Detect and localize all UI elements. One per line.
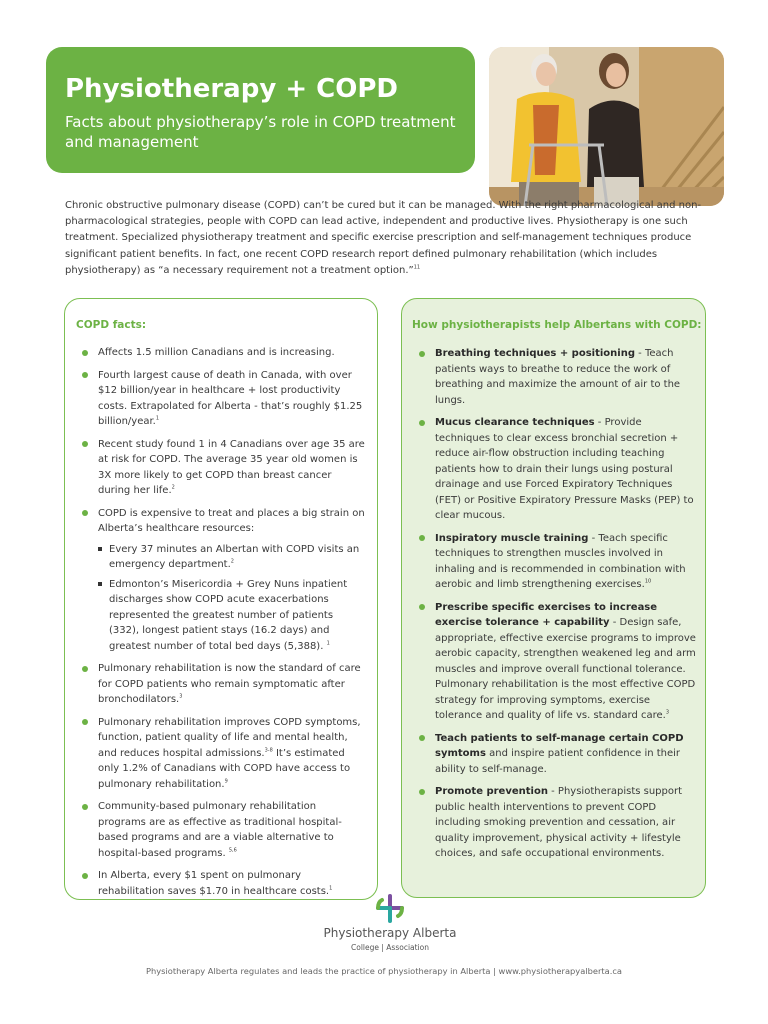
bullet-icon [82, 719, 88, 725]
ref-number: 5,6 [228, 847, 237, 854]
sub-item-text: Edmonton’s Misericordia + Grey Nuns inpatient discharges show COPD acute exacerbations represented the greatest number of patients (332), longest patient stays (16.2 days) and greatest number of total bed days (5,388). [109, 578, 348, 652]
square-bullet-icon [98, 582, 102, 586]
list-item [418, 531, 698, 593]
list-item-text: - Provide techniques to clear excess bronchial secretion + reduce air-flow obstruction including teaching patients how to drain their lungs using postural drainage and use Forced Expiratory Techniques (FET) or Positive Expiratory Pressure Masks (PEP) to clear mucous. [435, 417, 694, 521]
ref-number: 9 [224, 778, 228, 785]
how-physios-help-heading: How physiotherapists help Albertans with COPD: [412, 319, 702, 331]
bullet-icon [419, 789, 425, 795]
copd-facts-heading: COPD facts: [76, 319, 147, 331]
bullet-icon [82, 666, 88, 672]
list-item [81, 345, 365, 361]
list-item-title: Inspiratory muscle training [435, 532, 589, 544]
bullet-icon [419, 735, 425, 741]
ref-number: 3 [665, 709, 670, 716]
ref-number: 2 [171, 484, 175, 491]
header-banner [46, 47, 475, 173]
list-item [81, 506, 365, 655]
ref-number: 2 [230, 558, 234, 565]
list-item [418, 600, 698, 724]
list-item [418, 731, 698, 778]
logo-name: Physiotherapy Alberta [323, 926, 457, 940]
list-item-text: - Teach patients ways to breathe to reduce the work of breathing and maximize the amount of air to the lungs. [435, 348, 681, 406]
logo-college: College [351, 943, 379, 952]
list-item-text: Community-based pulmonary rehabilitation programs are as effective as traditional hospital-based programs and are a viable alternative to hospital-based programs. [98, 801, 342, 859]
intro-ref: 11 [413, 264, 421, 271]
footer-text: Physiotherapy Alberta regulates and leads the practice of physiotherapy in Alberta | www.physiotherapyalberta.ca [145, 966, 623, 976]
list-item-text: In Alberta, every $1 spent on pulmonary rehabilitation saves $1.70 in healthcare costs. [98, 870, 330, 897]
bullet-icon [419, 535, 425, 541]
how-physios-help-panel [401, 298, 706, 898]
copd-facts-list [81, 345, 365, 906]
bullet-icon [419, 351, 425, 357]
bullet-icon [82, 873, 88, 879]
page-title: Physiotherapy + COPD [65, 74, 398, 104]
list-item-text: It’s estimated only 1.2% of Canadians with COPD have access to pulmonary rehabilitation. [98, 747, 351, 790]
ref-number: 1 [155, 415, 160, 422]
list-item-text: Affects 1.5 million Canadians and is increasing. [98, 347, 335, 358]
list-item [418, 784, 698, 862]
list-item-text: Fourth largest cause of death in Canada, with over $12 billion/year in healthcare + lost productivity costs. Extrapolated for Alberta - that’s roughly $1.25 billion/year. [98, 369, 363, 427]
sub-list [98, 542, 365, 655]
list-item-text: Recent study found 1 in 4 Canadians over age 35 are at risk for COPD. The average 35 year old women is 3X more likely to get COPD than breast cancer during her life. [98, 438, 365, 496]
photo-illustration [489, 47, 724, 206]
bullet-icon [82, 804, 88, 810]
header-photo [489, 47, 724, 206]
list-item [81, 368, 365, 430]
list-item-title: Prescribe specific exercises to increase exercise tolerance + capability [435, 601, 658, 628]
bullet-icon [82, 350, 88, 356]
ref-number: 1 [329, 885, 333, 892]
sub-item-text: Every 37 minutes an Albertan with COPD visits an emergency department. [109, 543, 360, 570]
cross-logo-icon [320, 892, 460, 926]
page-subtitle: Facts about physiotherapy’s role in COPD treatment and management [65, 113, 456, 151]
list-item-text: Pulmonary rehabilitation is now the standard of care for COPD patients who remain symptomatic after bronchodilators. [98, 663, 361, 705]
ref-number: 10 [644, 578, 652, 585]
list-item-text: Pulmonary rehabilitation improves COPD symptoms, function, patient quality of life and mental health, and reduces hospital admissions. [98, 716, 361, 759]
logo-association: Association [386, 943, 429, 952]
list-item [81, 799, 365, 861]
list-item-title: Promote prevention [435, 786, 548, 797]
bullet-icon [419, 420, 425, 426]
list-item-text: - Teach specific techniques to strengthen muscles involved in inhaling and is recommended in combination with aerobic and limb strengthening exercises. [435, 532, 686, 590]
bullet-icon [82, 441, 88, 447]
sub-list-item [98, 542, 365, 573]
list-item-title: Breathing techniques + positioning [435, 348, 635, 359]
bullet-icon [82, 510, 88, 516]
list-item [418, 415, 698, 524]
how-physios-help-list [418, 346, 698, 869]
ref-number: 3 [179, 693, 183, 700]
list-item-text: and inspire patient confidence in their ability to self-manage. [435, 748, 681, 775]
list-item-title: Teach patients to self-manage certain COPD symtoms [435, 732, 684, 759]
intro-paragraph [65, 198, 715, 279]
list-item-title: Mucus clearance techniques [435, 417, 595, 428]
ref-number: 1 [326, 640, 330, 647]
physiotherapy-alberta-logo [320, 892, 460, 956]
list-item [81, 437, 365, 499]
copd-facts-panel [64, 298, 378, 900]
intro-text: Chronic obstructive pulmonary disease (COPD) can’t be cured but it can be managed. With the right pharmacological and non-pharmacological strategies, people with COPD can lead active, independent and productive lives. Physiotherapy is one such treatment. Specialized physiotherapy treatment and specific exercise prescription and self-management techniques produce significant patient benefits. In fact, one recent COPD research report defined pulmonary rehabilitation (which includes physiotherapy) as “a necessary requirement not a treatment option.” [65, 200, 702, 276]
list-item [81, 661, 365, 708]
square-bullet-icon [98, 547, 102, 551]
list-item-text: - Design safe, appropriate, effective exercise programs to improve aerobic capacity, strengthen weakened leg and arm muscles and improve overall functional tolerance. Pulmonary rehabilitation is the most effective COPD strategy for improving symptoms, exercise tolerance and quality of life vs. standard care. [435, 617, 696, 721]
list-item-text: - Physiotherapists support public health interventions to prevent COPD including smoking prevention and cessation, air quality improvement, physical activity + lifestyle choices, and safe occupational environments. [435, 786, 683, 859]
list-item [418, 346, 698, 408]
ref-number: 3-8 [264, 747, 273, 754]
list-item-text: COPD is expensive to treat and places a big strain on Alberta’s healthcare resources: [98, 507, 365, 534]
bullet-icon [419, 604, 425, 610]
list-item [81, 715, 365, 793]
logo-subtitle: College | Association [351, 943, 429, 952]
bullet-icon [82, 372, 88, 378]
sub-list-item [98, 577, 365, 655]
